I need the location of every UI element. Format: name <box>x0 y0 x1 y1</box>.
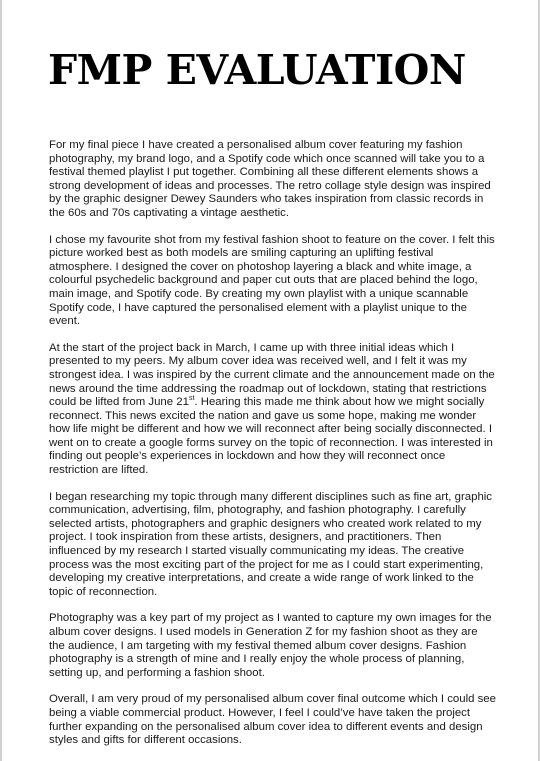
paragraph-photography: Photography was a key part of my project as I wanted to capture my own images for the album cover designs. I used models in Generation Z for my fashion shoot as they are the audience, I am targeting with my festival themed album cover designs. Fashion photography is a strength of mine and I really enjoy the whole process of planning, setting up, and performing a fashion shoot. <box>49 612 492 679</box>
paragraph-project-start-text: At the start of the project back in March, I came up with three initial ideas which I presented to my peers. My album cover idea was received well, and I felt it was my strongest idea. I was inspired by the current climate and the announcement made on the news around the time addressing the roadmap out of lockdown, stating that restrictions could be lifted from June 21 <box>49 341 495 409</box>
paragraph-cover-shot: I chose my favourite shot from my festival fashion shoot to feature on the cover. I felt this picture worked best as both models are smiling capturing an uplifting festival atmosphere. I designed the cover on photoshop layering a black and white image, a colourful psychedelic background and paper cut outs that are placed behind the logo, main image, and Spotify code. By creating my own playlist with a unique scannable Spotify code, I have captured the personalised element with a playlist unique to the event. <box>49 233 495 328</box>
paragraph-research: I began researching my topic through many different disciplines such as fine art, graphic communication, advertising, film, photography, and fashion photography. I carefully selected artists, photographers and graphic designers who created work related to my project. I took inspiration from these artists, designers, and practitioners. Then influenced by my research I started visually communicating my ideas. The creative process was the most exciting part of the project for me as I could start experimenting, developing my creative interpretations, and create a wide range of work linked to the topic of reconnection. <box>49 490 492 598</box>
paragraph-project-start <box>49 342 496 478</box>
paragraph-intro: For my final piece I have created a personalised album cover featuring my fashion photography, my brand logo, and a Spotify code which once scanned will take you to a festival themed playlist I put together. Combining all these different elements shows a strong development of ideas and processes. The retro collage style design was inspired by the graphic designer Dewey Saunders who takes inspiration from classic records in the 60s and 70s captivating a vintage aesthetic. <box>49 139 491 219</box>
document-body <box>49 139 496 761</box>
ordinal-suffix: st <box>188 395 195 403</box>
paragraph-conclusion: Overall, I am very proud of my personalised album cover final outcome which I could see being a viable commercial product. However, I feel I could’ve have taken the project further expanding on the personalised album cover idea to different events and design styles and gifts for different occasions. <box>49 693 496 747</box>
paragraph-project-start-text-continued: . Hearing this made me think about how we might socially reconnect. This news excited the nation and gave us some hope, making me wonder how life might be different and how we will reconnect after being socially disconnected. I went on to create a google forms survey on the topic of reconnection. I was interested in finding out people’s experiences in lockdown and how they will reconnect once restriction are lifted. <box>49 396 493 477</box>
page-title: FMP EVALUATION <box>48 46 466 94</box>
